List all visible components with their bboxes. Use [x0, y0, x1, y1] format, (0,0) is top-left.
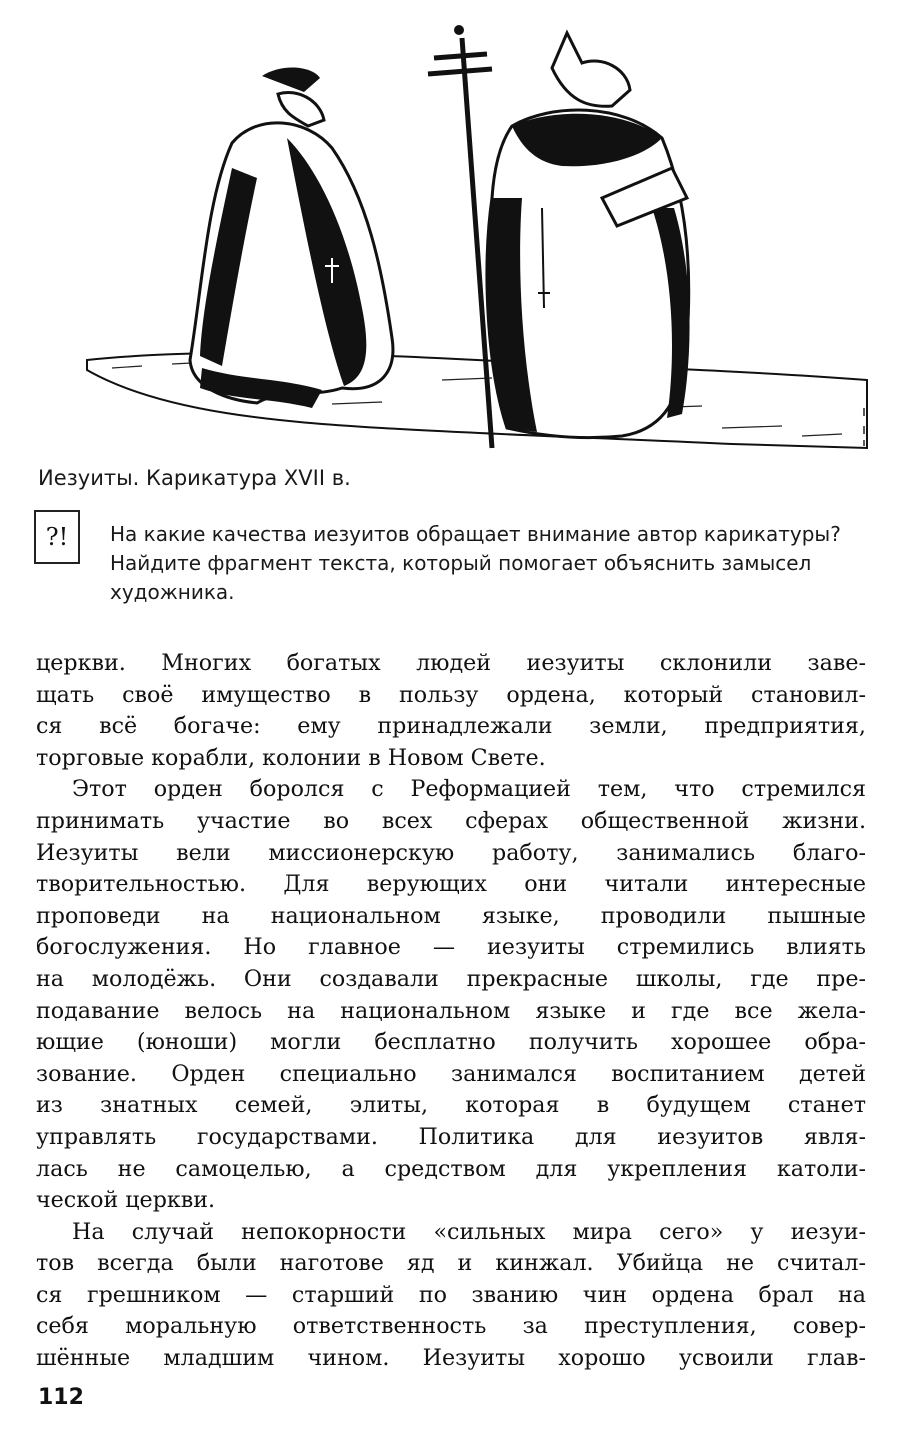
text-line: богослужения. Но главное — иезуиты стремились влиять: [36, 934, 866, 961]
text-line: Иезуиты вели миссионерскую работу, занимались благо-: [36, 839, 866, 866]
text-line: на молодёжь. Они создавали прекрасные школы, где пре-: [36, 965, 866, 992]
text-line: На случай непокорности «сильных мира сего» у иезуи-: [72, 1218, 866, 1245]
text-line: ческой церкви.: [36, 1187, 216, 1214]
jesuits-caricature-illustration: [82, 8, 872, 453]
text-line: управлять государствами. Политика для иезуитов явля-: [36, 1123, 866, 1150]
figure-caption: Иезуиты. Карикатура XVII в.: [38, 466, 351, 490]
text-line: себя моральную ответственность за преступления, совер-: [36, 1313, 866, 1340]
left-jesuit-figure: [190, 68, 393, 408]
text-line: подавание велось на национальном языке и где все жела-: [36, 997, 866, 1024]
text-line: Этот орден боролся с Реформацией тем, что стремился: [72, 776, 866, 803]
paragraph-2: [36, 774, 866, 1216]
task-line: На какие качества иезуитов обращает внимание автор карикатуры?: [110, 522, 841, 546]
text-line: ющие (юноши) могли бесплатно получить хорошее обра-: [36, 1029, 866, 1056]
text-line: ся грешником — старший по званию чин ордена брал на: [36, 1281, 866, 1308]
task-marker-icon: ?!: [34, 510, 80, 564]
text-line: церкви. Многих богатых людей иезуиты склонили заве-: [36, 650, 866, 676]
main-text: [36, 648, 866, 1375]
text-line: тов всегда были наготове яд и кинжал. Убийца не считал-: [36, 1250, 866, 1277]
paragraph-3: [36, 1217, 866, 1375]
right-monk-figure: [487, 33, 690, 438]
text-line: принимать участие во всех сферах общественной жизни.: [36, 807, 866, 834]
text-line: торговые корабли, колонии в Новом Свете.: [36, 744, 546, 771]
text-line: творительностью. Для верующих они читали интересные: [36, 871, 866, 898]
text-line: лась не самоцелью, а средством для укрепления католи-: [36, 1155, 866, 1182]
text-line: зование. Орден специально занимался воспитанием детей: [36, 1060, 866, 1087]
text-line: из знатных семей, элиты, которая в будущем станет: [36, 1092, 866, 1119]
task-line: художника.: [110, 580, 235, 604]
text-line: шённые младшим чином. Иезуиты хорошо усвоили глав-: [36, 1345, 866, 1372]
task-line: Найдите фрагмент текста, который помогает объяснить замысел: [110, 551, 812, 575]
task-question: [110, 520, 868, 607]
text-line: ся всё богаче: ему принадлежали земли, предприятия,: [36, 713, 866, 740]
paragraph-1: [36, 648, 866, 774]
page-number: 112: [38, 1385, 84, 1410]
text-line: щать своё имущество в пользу ордена, который становил-: [36, 681, 866, 708]
text-line: проповеди на национальном языке, проводили пышные: [36, 902, 866, 929]
